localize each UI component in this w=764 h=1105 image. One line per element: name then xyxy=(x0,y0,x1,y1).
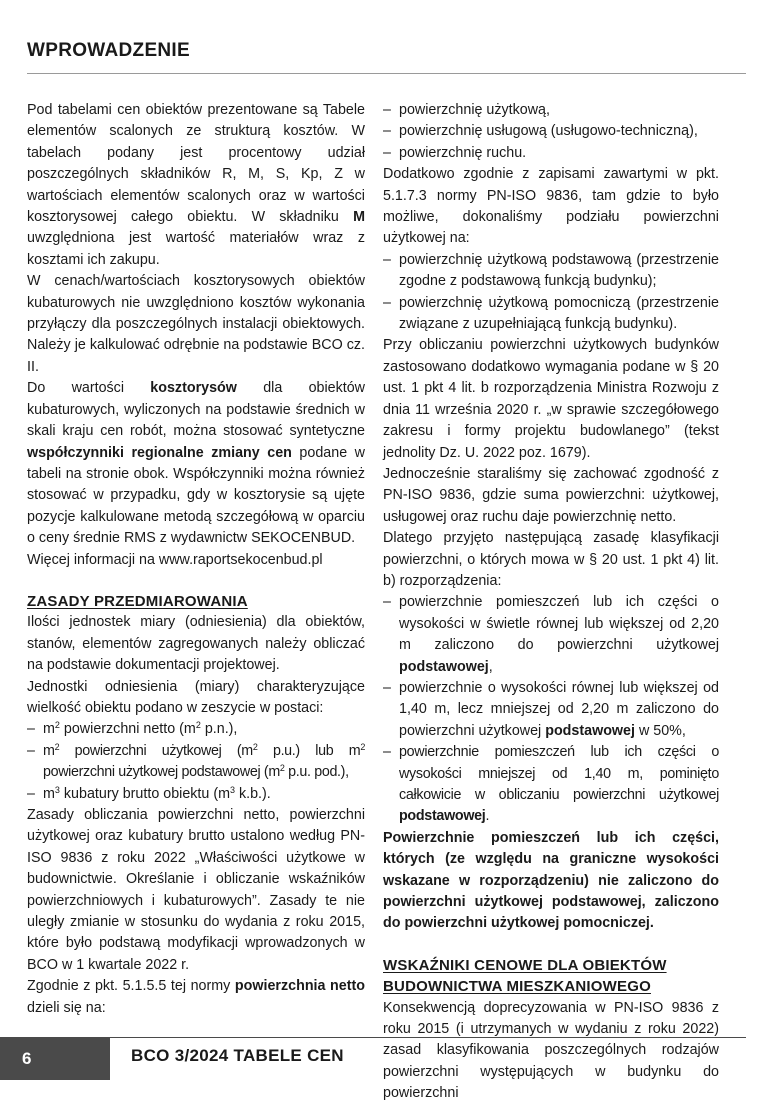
list-item: – powierzchnie pomieszczeń lub ich części o wysokości w świetle równej lub większej od 2,20 m zaliczono do powierzchni użytkowej podstawowej, xyxy=(383,594,719,675)
header-divider xyxy=(27,73,746,74)
paragraph: Dodatkowo zgodnie z zapisami zawartymi w pkt. 5.1.7.3 normy PN-ISO 9836, tam gdzie to było możliwe, dokonaliśmy podziału powierzchni użytkowej na: xyxy=(383,166,719,247)
list-item: – powierzchnię usługową (usługowo-techniczną), xyxy=(383,123,698,140)
list-item: – powierzchnie o wysokości równej lub większej od 1,40 m, lecz mniejszej od 2,20 m zaliczono do powierzchni użytkowej podstawowej w 50%, xyxy=(383,679,719,739)
section-heading-wskazniki: WSKAŹNIKI CENOWE DLA OBIEKTÓW BUDOWNICTWA MIESZKANIOWEGO xyxy=(383,956,667,996)
list-item: – $m^2$ powierzchni użytkowej ($m^2$ p.u.) lub $m^2$ powierzchni użytkowej podstawowej ($m^2$ p.u. pod.), xyxy=(27,741,365,781)
paragraph: Jednostki odniesienia (miary) charakteryzujące wielkość obiektu podano w zeszycie w postaci: xyxy=(27,678,365,716)
paragraph: Do wartości kosztorysów dla obiektów kubaturowych, wyliczonych na podstawie średnich w skali kraju cen robót, można stosować syntetyczne współczynniki regionalne zmiany cen podane w tabeli na stronie obok. Współczynniki można również stosować w przypadku, gdy w kosztorysie są ujęte pozycje kalkulowane metodą szczegółową w oparciu o ceny średnie RMS z wydawnictw SEKOCENBUD. xyxy=(27,380,365,547)
paragraph: Jednocześnie staraliśmy się zachować zgodność z PN-ISO 9836, gdzie suma powierzchni: użytkowej, usługowej oraz ruchu daje powierzchnię netto. xyxy=(383,465,719,525)
paragraph: Przy obliczaniu powierzchni użytkowych budynków zastosowano dodatkowo wymagania podane w § 20 ust. 1 pkt 4 lit. b rozporządzenia Ministra Rozwoju z dnia 11 września 2020 r. „w sprawie szczegółowego zakresu i formy projektu budowlanego” (tekst jednolity Dz. U. 2022 poz. 1679). xyxy=(383,337,719,461)
list-item: – powierzchnie pomieszczeń lub ich części o wysokości mniejszej od 1,40 m, pominięto całkowicie w obliczaniu powierzchni użytkowej podstawowej. xyxy=(383,744,719,825)
page-number-box xyxy=(0,1037,110,1080)
list-item: – $m^3$ kubatury brutto obiektu ($m^3$ k.b.). xyxy=(27,784,271,802)
right-column xyxy=(383,100,719,1105)
paragraph: Pod tabelami cen obiektów prezentowane są Tabele elementów scalonych ze strukturą kosztów. W tabelach podany jest procentowy udział poszczególnych składników R, M, S, Kp, Z w wartościach elementów scalonych oraz w wartości kosztorysowej całego obiektu. W składniku M uwzględniona jest wartość materiałów wraz z kosztami ich zakupu. xyxy=(27,102,365,268)
left-column xyxy=(27,100,365,1019)
list-item: – powierzchnię użytkową, xyxy=(383,102,550,118)
list-item: – $m^2$ powierzchni netto ($m^2$ p.n.), xyxy=(27,720,238,738)
page-title: WPROWADZENIE xyxy=(27,40,190,61)
paragraph: Konsekwencją doprecyzowania w PN-ISO 9836 z roku 2015 (i utrzymanych w wydaniu z roku 2022) zasad klasyfikowania poszczególnych rodzajów powierzchni występujących w budynku do powierzchni xyxy=(383,999,719,1102)
publication-title: BCO 3/2024 TABELE CEN xyxy=(131,1046,344,1065)
section-heading-zasady: ZASADY PRZEDMIAROWANIA xyxy=(27,592,248,610)
bold-paragraph: Powierzchnie pomieszczeń lub ich części, których (ze względu na graniczne wysokości wskazane w rozporządzeniu) nie zaliczono do powierzchni użytkowej podstawowej, zaliczono do powierzchni użytkowej pomocniczej. xyxy=(383,829,719,932)
paragraph: Zgodnie z pkt. 5.1.5.5 tej normy powierzchnia netto dzieli się na: xyxy=(27,978,365,1016)
page-number: 6 xyxy=(22,1049,32,1068)
list-item: – powierzchnię użytkową pomocniczą (przestrzenie związane z uzupełniającą funkcją budynku). xyxy=(383,294,719,333)
website-info: Więcej informacji na www.raportsekocenbud.pl xyxy=(27,551,323,568)
footer-divider xyxy=(110,1037,746,1038)
paragraph: Dlatego przyjęto następującą zasadę klasyfikacji powierzchni, o których mowa w § 20 ust. 1 pkt 4) lit. b) rozporządzenia: xyxy=(383,530,719,589)
page-header xyxy=(27,40,190,62)
paragraph: W cenach/wartościach kosztorysowych obiektów kubaturowych nie uwzględniono kosztów wykonania przyłączy dla poszczególnych instalacji obiektowych. Należy je kalkulować odrębnie na podstawie BCO cz. II. xyxy=(27,273,365,375)
paragraph: Ilości jednostek miary (odniesienia) dla obiektów, stanów, elementów zagregowanych należy obliczać na podstawie dokumentacji projektowej. xyxy=(27,614,365,674)
list-item: – powierzchnię użytkową podstawową (przestrzenie zgodne z podstawową funkcją budynku); xyxy=(383,251,719,290)
list-item: – powierzchnię ruchu. xyxy=(383,144,527,161)
paragraph: Zasady obliczania powierzchni netto, powierzchni użytkowej oraz kubatury brutto ustalono według PN-ISO 9836 z roku 2022 „Właściwości użytkowe w budownictwie. Określanie i obliczanie wskaźników powierzchniowych i kubaturowych”. Zasady te nie uległy zmianie w stosunku do wydania z roku 2015, które było podstawą modyfikacji wprowadzonych w BCO w 1 kwartale 2022 r. xyxy=(27,807,365,973)
